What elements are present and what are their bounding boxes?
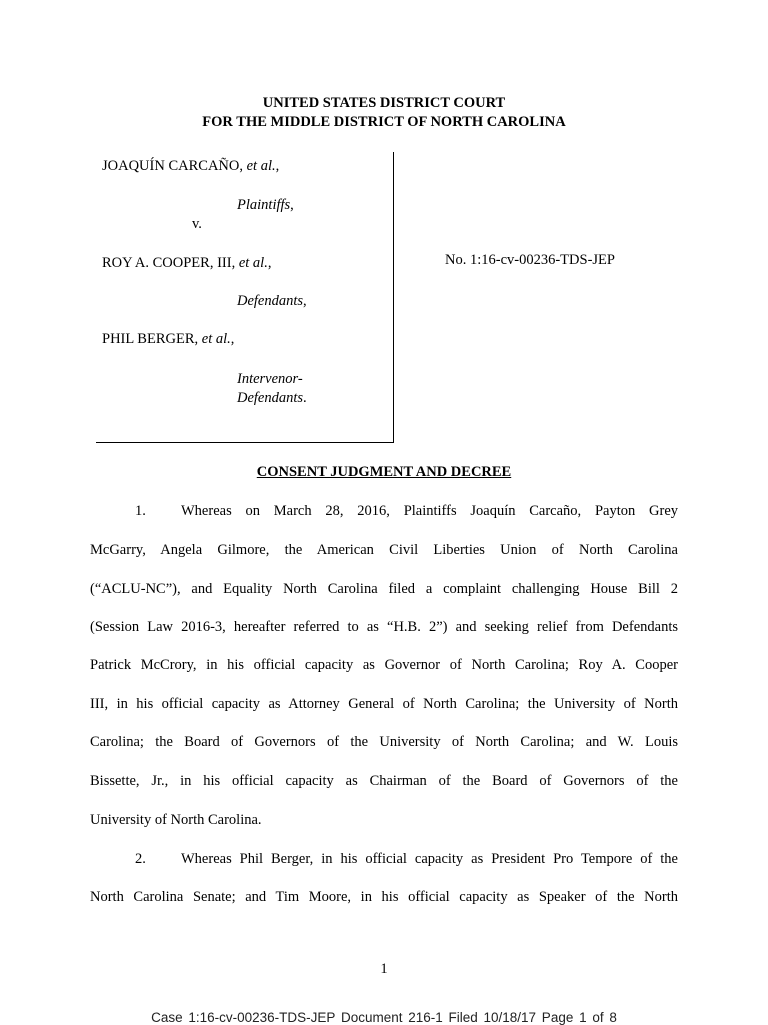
intervenor-role-line2: [237, 390, 307, 407]
paragraph-1-line: McGarry, Angela Gilmore, the American Civil Liberties Union of North Carolina: [90, 542, 678, 558]
paragraph-1-line: (“ACLU-NC”), and Equality North Carolina filed a complaint challenging House Bill 2: [90, 581, 678, 597]
court-district: FOR THE MIDDLE DISTRICT OF NORTH CAROLINA: [202, 114, 566, 130]
filing-footer: Case 1:16-cv-00236-TDS-JEP Document 216-1 Filed 10/18/17 Page 1 of 8: [151, 1010, 617, 1025]
paragraph-1-line: Patrick McCrory, in his official capacity as Governor of North Carolina; Roy A. Cooper: [90, 657, 678, 673]
intervenor-name: PHIL BERGER,: [102, 331, 202, 347]
paragraph-1-line: Carolina; the Board of Governors of the University of North Carolina; and W. Louis: [90, 734, 678, 750]
paragraph-1-line: (Session Law 2016-3, hereafter referred to as “H.B. 2”) and seeking relief from Defendants: [90, 619, 678, 635]
defendant-name: ROY A. COOPER, III,: [102, 255, 239, 271]
paragraph-2-line: North Carolina Senate; and Tim Moore, in his official capacity as Speaker of the North: [90, 889, 678, 905]
paragraph-1-line: Whereas on March 28, 2016, Plaintiffs Joaquín Carcaño, Payton Grey: [181, 503, 678, 519]
defendant-comma: ,: [267, 255, 272, 271]
case-number: No. 1:16-cv-00236-TDS-JEP: [445, 252, 615, 268]
paragraph-1-number: 1.: [135, 503, 146, 519]
court-name: UNITED STATES DISTRICT COURT: [262, 95, 506, 111]
caption-horizontal-rule: [96, 442, 394, 443]
plaintiff-role-comma: ,: [290, 197, 294, 213]
versus: v.: [192, 216, 202, 232]
defendant-party: [102, 255, 271, 272]
caption-vertical-rule: [393, 152, 394, 443]
defendant-role: [237, 293, 307, 310]
paragraph-2-number: 2.: [135, 851, 146, 867]
intervenor-role-period: .: [303, 390, 307, 406]
plaintiff-party: [102, 158, 279, 175]
paragraph-1-line: III, in his official capacity as Attorney General of North Carolina; the University of North: [90, 696, 678, 712]
paragraph-2-line: Whereas Phil Berger, in his official capacity as President Pro Tempore of the: [181, 851, 678, 867]
intervenor-party: [102, 331, 234, 348]
plaintiff-comma: ,: [275, 158, 280, 174]
paragraph-1-line: Bissette, Jr., in his official capacity as Chairman of the Board of Governors of the: [90, 773, 678, 789]
plaintiff-role-text: Plaintiffs: [237, 197, 291, 213]
plaintiff-etal: et al.: [246, 158, 276, 174]
defendant-role-comma: ,: [303, 293, 307, 309]
intervenor-role-text: Defendants: [237, 390, 304, 406]
defendant-etal: et al.: [238, 255, 268, 271]
intervenor-etal: et al.: [201, 331, 231, 347]
page-number: 1: [380, 961, 388, 977]
intervenor-role-line1: Intervenor-: [237, 371, 303, 387]
paragraph-1-line: University of North Carolina.: [90, 812, 262, 828]
document-title-text: CONSENT JUDGMENT AND DECREE: [256, 464, 512, 480]
plaintiff-role: [237, 197, 294, 214]
intervenor-comma: ,: [230, 331, 235, 347]
defendant-role-text: Defendants: [237, 293, 304, 309]
plaintiff-name: JOAQUÍN CARCAÑO,: [102, 158, 247, 174]
document-title: [0, 464, 768, 481]
